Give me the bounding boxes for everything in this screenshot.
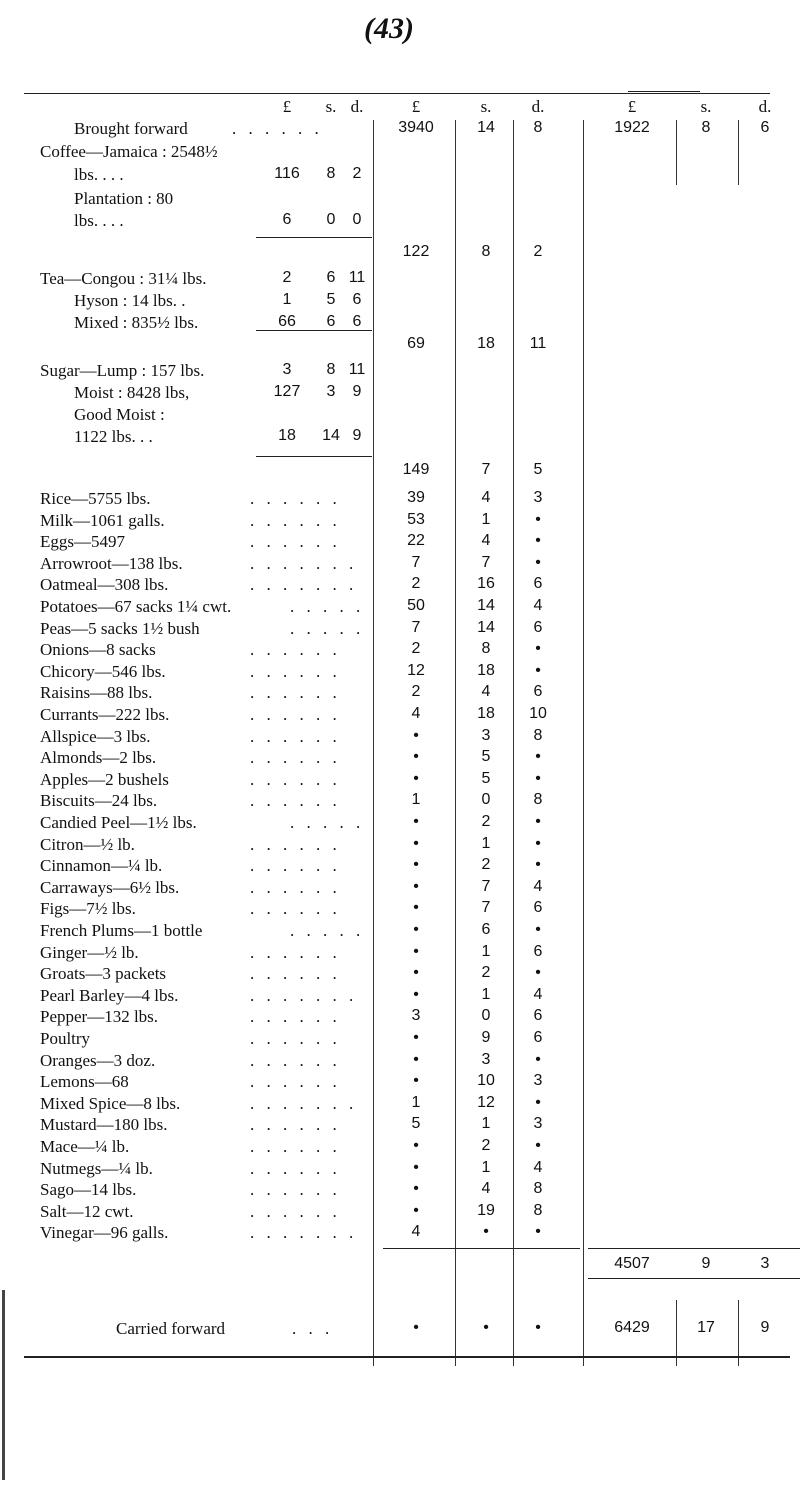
item-shillings: 4 xyxy=(481,489,491,506)
item-pence: 6 xyxy=(533,899,543,917)
item-dots: . . . . . . . xyxy=(250,575,358,595)
sugar-row-pounds: 127 xyxy=(273,383,301,400)
item-label: French Plums—1 bottle xyxy=(40,921,203,940)
item-dots: . . . . . . xyxy=(250,1115,341,1135)
coffee-line2-title: Plantation : 80 xyxy=(74,189,174,208)
item-pounds: • xyxy=(413,726,419,744)
sugar-subtotal-pounds: 149 xyxy=(402,461,430,478)
item-pounds: • xyxy=(413,964,419,982)
item-pence: 8 xyxy=(533,1180,543,1198)
item-dots: . . . . . . xyxy=(250,791,341,811)
item-pounds: 2 xyxy=(411,640,421,658)
item-shillings: • xyxy=(483,1223,489,1241)
item-pounds: 3 xyxy=(411,1007,421,1025)
carried-forward-label: Carried forward xyxy=(116,1319,226,1338)
coffee-plantation-shillings: 0 xyxy=(326,211,336,228)
item-dots: . . . . . . xyxy=(250,942,341,962)
header-inner: d. xyxy=(350,97,364,116)
item-label: Onions—8 sacks xyxy=(40,640,156,660)
item-shillings: 4 xyxy=(481,1180,491,1198)
column-rule xyxy=(583,120,584,1366)
item-pence: 8 xyxy=(533,1201,543,1219)
coffee-jamaica-pounds: 116 xyxy=(274,165,300,182)
item-label: Chicory—546 lbs. xyxy=(40,661,166,681)
item-dots: . . . . . . . xyxy=(250,553,358,573)
item-pence: 10 xyxy=(529,705,547,722)
item-shillings: 1 xyxy=(481,985,491,1003)
item-pounds: 7 xyxy=(411,618,421,636)
item-pounds: 1 xyxy=(411,1093,421,1111)
item-pounds: • xyxy=(413,769,419,787)
tea-subtotal-rule xyxy=(256,330,372,331)
item-pence: • xyxy=(535,510,541,528)
sugar-subtotal-pence: 5 xyxy=(533,461,543,478)
carried-forward-pounds: • xyxy=(413,1319,419,1336)
item-shillings: 14 xyxy=(477,618,495,636)
item-label: Biscuits—24 lbs. xyxy=(40,791,158,811)
tea-subtotal-shillings: 18 xyxy=(477,335,495,352)
coffee-subtotal-shillings: 8 xyxy=(481,243,491,260)
item-pence: 8 xyxy=(533,726,543,744)
sugar-row-shillings: 3 xyxy=(326,383,336,400)
coffee-title: Coffee—Jamaica : 2548½ xyxy=(40,142,218,161)
item-label: Mustard—180 lbs. xyxy=(40,1115,168,1135)
column-rule xyxy=(738,120,739,185)
item-shillings: 7 xyxy=(481,877,491,895)
header-col1: £ xyxy=(411,97,421,116)
item-pounds: 4 xyxy=(411,705,421,722)
item-pence: • xyxy=(535,964,541,982)
item-pounds: 39 xyxy=(407,489,425,506)
tea-subtotal-pence: 11 xyxy=(529,335,547,352)
item-pence: 8 xyxy=(533,791,543,809)
item-label: Peas—5 sacks 1½ bush xyxy=(40,618,200,638)
item-shillings: 18 xyxy=(477,661,495,679)
tea-row-pence: 6 xyxy=(352,291,362,308)
brought-forward-col2-pence: 6 xyxy=(760,119,770,136)
item-shillings: 1 xyxy=(481,942,491,960)
section-total-shillings: 9 xyxy=(701,1255,711,1272)
column-rule xyxy=(676,120,677,185)
sugar-row-shillings: 8 xyxy=(326,361,336,378)
item-pounds: • xyxy=(413,899,419,917)
item-label: Pepper—132 lbs. xyxy=(40,1007,159,1027)
item-pence: • xyxy=(535,748,541,766)
tea-row-label: Hyson : 14 lbs. . xyxy=(74,291,186,310)
item-shillings: 1 xyxy=(481,1115,491,1133)
item-pounds: 53 xyxy=(407,510,425,528)
tea-row-pounds: 1 xyxy=(282,291,292,308)
item-dots: . . . . . . . xyxy=(250,985,358,1005)
item-pence: • xyxy=(535,532,541,550)
item-pounds: 4 xyxy=(411,1223,421,1241)
item-pounds: 50 xyxy=(407,597,425,614)
total-rule-right xyxy=(588,1248,800,1249)
item-dots: . . . . . . xyxy=(250,834,341,854)
item-pence: 4 xyxy=(533,597,543,614)
item-dots: . . . . . . . xyxy=(250,1093,358,1113)
item-pence: • xyxy=(535,640,541,658)
carried-forward-col2-pounds: 6429 xyxy=(614,1319,650,1336)
sugar-row-label: Moist : 8428 lbs, xyxy=(74,383,190,402)
item-pounds: • xyxy=(413,921,419,938)
item-pence: • xyxy=(535,769,541,787)
item-label: Currants—222 lbs. xyxy=(40,705,170,724)
item-dots: . . . . . . . xyxy=(250,1223,358,1243)
total-rule xyxy=(383,1248,580,1249)
sugar-row-pounds: 18 xyxy=(278,427,296,444)
sugar-subtotal-rule xyxy=(256,456,372,457)
brought-forward-label: Brought forward xyxy=(74,119,188,138)
tea-subtotal-pounds: 69 xyxy=(407,335,425,352)
item-label: Potatoes—67 sacks 1¼ cwt. xyxy=(40,597,232,616)
item-shillings: 0 xyxy=(481,1007,491,1025)
item-shillings: 3 xyxy=(481,1050,491,1068)
column-rule xyxy=(373,120,374,1366)
item-label: Apples—2 bushels xyxy=(40,769,169,789)
item-pence: • xyxy=(535,1223,541,1241)
coffee-jamaica-pence: 2 xyxy=(352,165,362,182)
item-pounds: • xyxy=(413,1137,419,1154)
item-shillings: 6 xyxy=(481,921,491,938)
item-pounds: 2 xyxy=(411,683,421,701)
item-pounds: • xyxy=(413,1050,419,1068)
item-pence: 4 xyxy=(533,1158,543,1176)
item-shillings: 2 xyxy=(481,1137,491,1154)
item-dots: . . . . . . xyxy=(250,683,341,703)
sugar-row-pence: 9 xyxy=(352,427,362,444)
item-pounds: • xyxy=(413,748,419,766)
item-pounds: 1 xyxy=(411,791,421,809)
item-dots: . . . . . . xyxy=(250,1007,341,1027)
item-dots: . . . . . . xyxy=(250,489,341,508)
item-shillings: 1 xyxy=(481,834,491,852)
item-dots: . . . . . . xyxy=(250,856,341,876)
top-rule-right xyxy=(628,91,700,92)
item-dots: . . . . . . xyxy=(250,1072,341,1092)
item-shillings: 19 xyxy=(477,1201,495,1219)
item-dots: . . . . . xyxy=(290,618,365,638)
tea-row-shillings: 6 xyxy=(326,313,336,330)
item-label: Oatmeal—308 lbs. xyxy=(40,575,169,595)
item-label: Sago—14 lbs. xyxy=(40,1180,137,1200)
item-label: Figs—7½ lbs. xyxy=(40,899,136,919)
sugar-row-pounds: 3 xyxy=(282,361,292,378)
item-label: Citron—½ lb. xyxy=(40,834,135,854)
item-pounds: 2 xyxy=(411,575,421,593)
item-pence: • xyxy=(535,1093,541,1111)
item-pence: • xyxy=(535,921,541,938)
item-pence: 4 xyxy=(533,985,543,1003)
header-inner: s. xyxy=(325,97,337,116)
item-pence: • xyxy=(535,1050,541,1068)
item-shillings: 5 xyxy=(481,769,491,787)
item-dots: . . . . . . xyxy=(250,661,341,681)
item-pounds: • xyxy=(413,813,419,830)
item-label: Carraways—6½ lbs. xyxy=(40,877,180,897)
item-shillings: 10 xyxy=(477,1072,495,1090)
item-dots: . . . . . . xyxy=(250,1137,341,1156)
carried-forward-pence: • xyxy=(535,1319,541,1336)
item-label: Lemons—68 xyxy=(40,1072,129,1092)
item-label: Eggs—5497 xyxy=(40,532,125,552)
item-pounds: • xyxy=(413,1158,419,1176)
item-pounds: • xyxy=(413,1201,419,1219)
item-dots: . . . . . . xyxy=(250,532,341,552)
item-label: Mixed Spice—8 lbs. xyxy=(40,1093,181,1113)
header-col1: d. xyxy=(531,97,545,116)
sugar-row-label: 1122 lbs. . . xyxy=(74,427,153,446)
top-rule xyxy=(24,93,770,94)
item-shillings: 4 xyxy=(481,683,491,701)
item-label: Nutmegs—¼ lb. xyxy=(40,1158,153,1178)
item-label: Candied Peel—1½ lbs. xyxy=(40,813,197,832)
item-dots: . . . . . . xyxy=(250,705,341,724)
sugar-row-shillings: 14 xyxy=(322,427,340,444)
item-label: Groats—3 packets xyxy=(40,964,167,984)
item-dots: . . . . . xyxy=(290,813,365,832)
item-label: Almonds—2 lbs. xyxy=(40,748,157,768)
item-label: Vinegar—96 galls. xyxy=(40,1223,169,1243)
item-shillings: 1 xyxy=(481,510,491,528)
item-pence: 6 xyxy=(533,1007,543,1025)
coffee-jamaica-shillings: 8 xyxy=(326,165,336,182)
item-shillings: 7 xyxy=(481,553,491,571)
brought-forward-shillings: 14 xyxy=(477,119,495,136)
item-pounds: • xyxy=(413,1029,419,1046)
brought-forward-col2-pounds: 1922 xyxy=(614,119,650,136)
item-label: Allspice—3 lbs. xyxy=(40,726,151,746)
item-label: Cinnamon—¼ lb. xyxy=(40,856,163,876)
tea-row-pence: 11 xyxy=(348,269,366,286)
item-dots: . . . . . xyxy=(290,597,365,616)
header-col2: d. xyxy=(758,97,772,116)
tea-row-shillings: 5 xyxy=(326,291,336,308)
sugar-row-pence: 11 xyxy=(348,361,366,378)
coffee-plantation-pence: 0 xyxy=(352,211,362,228)
item-dots: . . . . . . xyxy=(250,899,341,919)
sugar-subtotal-shillings: 7 xyxy=(481,461,491,478)
item-label: Ginger—½ lb. xyxy=(40,942,139,962)
item-shillings: 1 xyxy=(481,1158,491,1176)
tea-row-pence: 6 xyxy=(352,313,362,330)
coffee-line1-label: lbs. . . . xyxy=(74,165,124,184)
item-label: Rice—5755 lbs. xyxy=(40,489,151,508)
coffee-subtotal-pence: 2 xyxy=(533,243,543,260)
bottom-rule xyxy=(24,1356,790,1358)
item-shillings: 9 xyxy=(481,1029,491,1046)
item-shillings: 7 xyxy=(481,899,491,917)
header-col2: s. xyxy=(700,97,712,116)
item-pence: 6 xyxy=(533,942,543,960)
item-pounds: • xyxy=(413,1180,419,1198)
item-label: Arrowroot—138 lbs. xyxy=(40,553,183,573)
item-pounds: 5 xyxy=(411,1115,421,1133)
item-dots: . . . . . . xyxy=(250,726,341,746)
item-pence: • xyxy=(535,553,541,571)
carried-forward-dots: . . . xyxy=(292,1319,334,1338)
item-label: Salt—12 cwt. xyxy=(40,1201,134,1221)
item-pence: 6 xyxy=(533,575,543,593)
item-shillings: 4 xyxy=(481,532,491,550)
item-shillings: 8 xyxy=(481,640,491,658)
item-label: Milk—1061 galls. xyxy=(40,510,165,530)
carried-forward-col2-shillings: 17 xyxy=(697,1319,715,1336)
tea-row-label: Tea—Congou : 31¼ lbs. xyxy=(40,269,207,288)
column-rule xyxy=(513,120,514,1366)
brought-forward-pence: 8 xyxy=(533,119,543,136)
tea-row-shillings: 6 xyxy=(326,269,336,286)
item-dots: . . . . . . xyxy=(250,1050,341,1070)
item-pounds: • xyxy=(413,1072,419,1090)
tea-row-pounds: 66 xyxy=(278,313,296,330)
header-col1: s. xyxy=(480,97,492,116)
item-dots: . . . . . . xyxy=(250,769,341,789)
item-dots: . . . . . . xyxy=(250,510,341,530)
brought-forward-pounds: 3940 xyxy=(398,119,434,136)
item-pence: • xyxy=(535,856,541,874)
item-pence: 3 xyxy=(533,1072,543,1090)
page-number: (43) xyxy=(364,12,414,45)
header-inner: £ xyxy=(282,97,292,116)
carried-forward-shillings: • xyxy=(483,1319,489,1336)
item-dots: . . . . . . xyxy=(250,1158,341,1178)
item-pounds: 22 xyxy=(407,532,425,550)
page-edge xyxy=(2,1290,5,1480)
header-col2: £ xyxy=(627,97,637,116)
item-label: Mace—¼ lb. xyxy=(40,1137,130,1156)
item-label: Poultry xyxy=(40,1029,91,1048)
item-shillings: 5 xyxy=(481,748,491,766)
item-pounds: • xyxy=(413,877,419,895)
coffee-subtotal-pounds: 122 xyxy=(402,243,430,260)
tea-row-pounds: 2 xyxy=(282,269,292,286)
item-pounds: 12 xyxy=(407,661,425,679)
section-total-pence: 3 xyxy=(760,1255,770,1272)
coffee-subtotal-rule xyxy=(256,237,372,238)
item-label: Raisins—88 lbs. xyxy=(40,683,153,703)
coffee-plantation-pounds: 6 xyxy=(282,211,292,228)
item-shillings: 2 xyxy=(481,813,491,830)
item-pounds: • xyxy=(413,985,419,1003)
item-pounds: • xyxy=(413,942,419,960)
item-pence: • xyxy=(535,834,541,852)
sugar-row-label: Good Moist : xyxy=(74,405,165,424)
carried-forward-col2-pence: 9 xyxy=(760,1319,770,1336)
sugar-row-label: Sugar—Lump : 157 lbs. xyxy=(40,361,205,380)
item-pence: 3 xyxy=(533,489,543,506)
item-pounds: • xyxy=(413,856,419,874)
item-dots: . . . . . . xyxy=(250,964,341,984)
brought-forward-col2-shillings: 8 xyxy=(701,119,711,136)
item-shillings: 12 xyxy=(477,1093,495,1111)
item-label: Oranges—3 doz. xyxy=(40,1050,156,1070)
item-dots: . . . . . . xyxy=(250,748,341,768)
item-dots: . . . . . . xyxy=(250,1180,341,1200)
item-shillings: 2 xyxy=(481,856,491,874)
brought-forward-dots: . . . . . . xyxy=(232,119,323,138)
tea-row-label: Mixed : 835½ lbs. xyxy=(74,313,199,332)
item-pence: 6 xyxy=(533,683,543,701)
item-shillings: 18 xyxy=(477,705,495,722)
item-shillings: 2 xyxy=(481,964,491,982)
item-dots: . . . . . . xyxy=(250,877,341,897)
item-shillings: 14 xyxy=(477,597,495,614)
item-pence: 6 xyxy=(533,618,543,636)
item-pence: • xyxy=(535,1137,541,1154)
item-shillings: 16 xyxy=(477,575,495,593)
item-pounds: 7 xyxy=(411,553,421,571)
item-pence: 3 xyxy=(533,1115,543,1133)
column-rule xyxy=(455,120,456,1366)
sugar-row-pence: 9 xyxy=(352,383,362,400)
item-dots: . . . . . . xyxy=(250,1029,341,1048)
item-dots: . . . . . . xyxy=(250,1201,341,1221)
item-pounds: • xyxy=(413,834,419,852)
item-shillings: 3 xyxy=(481,726,491,744)
item-pence: • xyxy=(535,813,541,830)
total-rule-bottom xyxy=(588,1278,800,1279)
item-pence: 6 xyxy=(533,1029,543,1046)
coffee-line2-label: lbs. . . . xyxy=(74,211,124,230)
item-pence: 4 xyxy=(533,877,543,895)
item-dots: . . . . . . xyxy=(250,640,341,660)
item-shillings: 0 xyxy=(481,791,491,809)
item-pence: • xyxy=(535,661,541,679)
item-dots: . . . . . xyxy=(290,921,365,940)
section-total-pounds: 4507 xyxy=(614,1255,650,1272)
item-label: Pearl Barley—4 lbs. xyxy=(40,985,179,1005)
